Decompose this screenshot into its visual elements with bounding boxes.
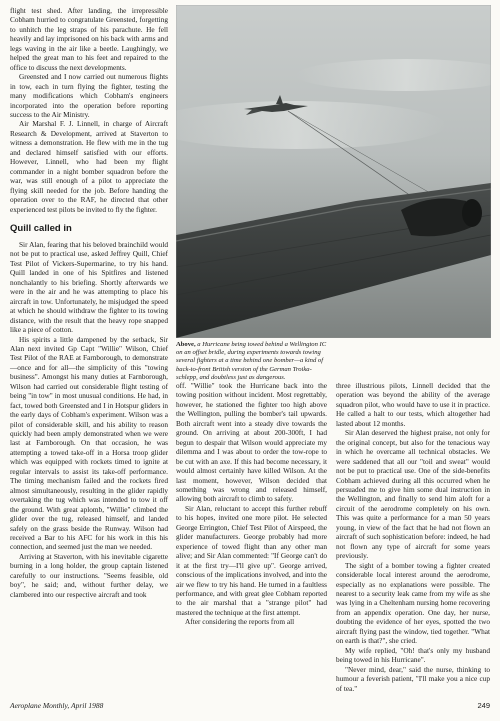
paragraph: After considering the reports from all [185, 617, 295, 627]
page-footer [10, 701, 490, 713]
left-text-column [10, 6, 168, 599]
paragraph: Arriving at Staverton, with his inevitable cigarette burning in a long holder, the group captain listened carefully to our instructions. "Seems feasible, old boy", he said; and, without further delay, we clambered into our respective aircraft and took [10, 551, 168, 599]
page-number: 249 [477, 701, 490, 710]
section-heading: Quill called in [10, 222, 72, 234]
caption-text: a Hurricane being towed behind a Wellington IC on an offset bridle, during experiments towards towing several fighters at a time behind one bomber—a kind of back-to-front British version of the German Troika-schlepp, and doubtless just as dangerous. [176, 341, 327, 381]
photo-caption [176, 341, 328, 382]
paragraph: off. "Willie" took the Hurricane back into the towing position without incident. Most regrettably, however, he stationed the fighter too high above the Wellington, pulling the bomber's tail upwards. Both aircraft went into a steady dive towards the ground. On arriving at about 200-300ft, I had begun to despair that Wilson would appreciate my dilemma and I was about to order the tow-rope to be cut with an axe. If this had become necessary, it would almost certainly have killed Wilson. At the last moment, however, Wilson decided that something was wrong and released himself, allowing both aircraft to climb to safety. [176, 381, 327, 504]
paragraph: three illustrious pilots, Linnell decided that the operation was beyond the ability of the average squadron pilot, who would have to use it in practice. He called a halt to our tests, which altogether had lasted about 12 months. [336, 381, 490, 428]
paragraph: flight test shed. After landing, the irrepressible Cobham hurried to congratulate Greensted, forgetting to unhitch the leg straps of his parachute. He fell heavily and lay imprisoned on his back with arms and legs waving in the air like a beetle. Laughingly, we helped the great man to his feet and repaired to the office to discuss the next developments. [10, 6, 168, 72]
paragraph: "Never mind, dear," said the nurse, thinking to humour a feverish patient, "I'll make you a nice cup of tea." [336, 664, 490, 693]
paragraph: Greensted and I now carried out numerous flights in tow, each in turn flying the fighter, testing the many modifications which Cobham's engineers incorporated into the operation before reporting success to the Air Ministry. [10, 72, 168, 119]
paragraph: His spirits a little dampened by the setback, Sir Alan next invited Gp Capt "Willie" Wilson, Chief Test Pilot of the RAE at Farnborough, to demonstrate—once and for all—the simplicity of this "towing business". Amongst his many duties at Farnborough, Wilson had carried out considerable flight testing of being "in tow" in most unusual conditions. He had, in fact, towed both Greensted and I in Hotspur gliders in the early days of Cobham's experiment. Wilson was a pilot of considerable skill, and his ability to reason quickly had been amply demonstrated when we were last at Farnborough. On that occasion, he was attempting a towed take-off in a Horsa troop glider which was equipped with rockets timed to ignite at regular intervals to assist its take-off performance. The timing mechanism failed and the rockets fired almost simultaneously, resulting in the glider rapidly overtaking the tug which was intended to tow it off the ground. With great aplomb, "Willie" climbed the glider over the tug, released himself, and landed safely on the grass beside the Runway. Wilson had received a Bar to his AFC for his work in this his connection, and seemed just the man we needed. [10, 334, 168, 552]
right-text-column [336, 381, 490, 693]
hurricane-tow-photo [176, 5, 491, 338]
paragraph: Sir Alan deserved the highest praise, not only for the original concept, but also for the tenacious way in which he overcame all technical obstacles. We were saddened that all our "toil and sweat" would not be put to practical use. One of the side-benefits Cobham achieved during all this occurred when he persuaded me to give him some dual instruction in the Wellington, and finally to send him aloft for a circuit of the aerodrome completely on his own. This was quite a performance for a man 50 years young, in view of the fact that he had not flown an aircraft of such sophistication before: indeed, he had not flown any type of aircraft for some years previously. [336, 428, 490, 561]
paragraph: Sir Alan, reluctant to accept this further rebuff to his hopes, invited one more pilot. He selected George Errington, Chief Test Pilot of Airspeed, the glider manufacturers. George probably had more experience of towed flight than any other man alive; and Sir Alan commented: "If George can't do it at the first try—I'll give up". George arrived, conscious of the implications involved, and into the air we flew to try his hand. He turned in a faultless performance, and with great glee Cobham reported to the air marshal that a "strange pilot" had mastered the technique at the first attempt. [176, 503, 327, 617]
paragraph: The sight of a bomber towing a fighter created considerable local interest around the aerodrome, especially as no explanations were possible. The nearest to a security leak came from my wife as she was lying in a Cheltenham nursing home recovering from an appendix operation. One day, her nurse, doubting the evidence of her eyes, spotted the two aircraft flying past the window, tied together. "What on earth is that?", she cried. [336, 560, 490, 646]
paragraph: Sir Alan, fearing that his beloved brainchild would not be put to practical use, asked Jeffrey Quill, Chief Test Pilot of Vickers-Supermarine, to try his hand. Quill landed in one of his Spitfires and listened nonchalantly to his briefing. Shortly afterwards we were in the air and he was attempting to place his aircraft in tow. Unfortunately, he misjudged the speed at which he should withdraw the fighter to its towing distance, with the result that the heavy rope snapped like a piece of cotton. [10, 239, 168, 335]
paragraph: My wife replied, "Oh! that's only my husband being towed in his Hurricane". [336, 645, 490, 665]
paragraph: Air Marshal F. J. Linnell, in charge of Aircraft Research & Development, arrived at Staverton to witness a demonstration. He flew with me in the tug and declared himself satisfied with our efforts. However, Linnell, who had been my flight commander in a night bomber squadron before the war, was still enough of a pilot to appreciate the flying skill needed for the job. Before handing the operation over to the RAF, he directed that other experienced test pilots be invited to fly the fighter. [10, 119, 168, 214]
publication-name: Aeroplane Monthly, April 1988 [10, 701, 104, 710]
middle-text-column [176, 381, 327, 627]
caption-lead: Above, [176, 341, 196, 348]
